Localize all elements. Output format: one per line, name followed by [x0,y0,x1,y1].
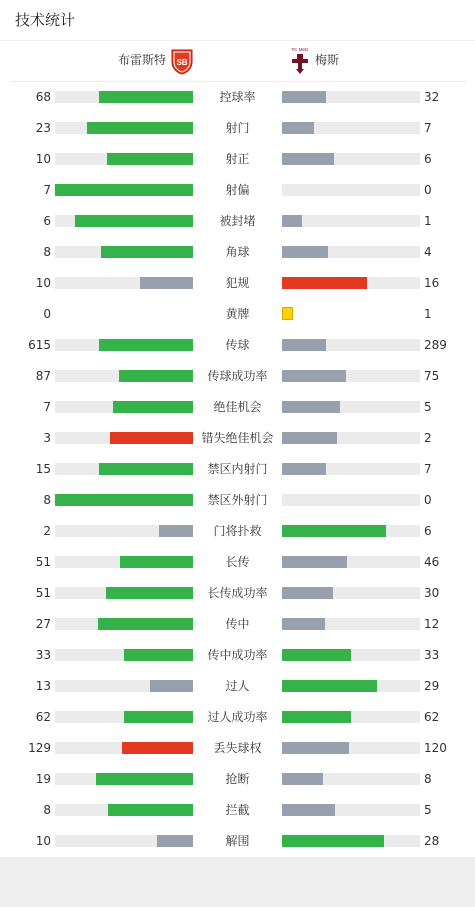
away-value: 62 [424,710,440,724]
home-bar-fill [119,370,193,382]
away-bar-fill [282,556,347,568]
home-bar-track [55,463,193,475]
away-value: 289 [424,338,447,352]
stat-label: 过人成功率 [207,710,268,724]
away-bar-fill [282,618,325,630]
stat-label: 射偏 [225,183,250,197]
stat-row [0,552,475,572]
stat-row [0,273,475,293]
away-value: 32 [424,90,440,104]
stat-label: 禁区外射门 [207,493,268,507]
away-value: 0 [424,183,432,197]
home-value: 8 [43,803,51,817]
away-value: 6 [424,152,432,166]
home-bar-fill [124,649,193,661]
away-bar-track [282,804,420,816]
home-value: 7 [43,183,51,197]
home-value: 13 [35,679,51,693]
home-bar-fill [101,246,193,258]
away-value: 2 [424,431,432,445]
away-bar-track [282,122,420,134]
stat-row [0,304,475,324]
away-value: 6 [424,524,432,538]
away-bar-fill [282,277,367,289]
away-value: 7 [424,121,432,135]
away-team-name: 梅斯 [315,53,340,67]
stat-row [0,397,475,417]
home-bar-track [55,122,193,134]
home-value: 51 [35,586,51,600]
stat-row [0,118,475,138]
away-bar-fill [282,122,314,134]
home-bar-track [55,835,193,847]
away-bar-track [282,711,420,723]
away-bar-track [282,494,420,506]
away-value: 120 [424,741,447,755]
stat-row [0,645,475,665]
home-value: 87 [35,369,51,383]
stat-label: 抢断 [225,772,250,786]
stat-row [0,521,475,541]
away-bar-track [282,184,420,196]
home-bar-track [55,773,193,785]
away-bar-fill [282,432,337,444]
home-value: 129 [28,741,51,755]
stat-row [0,769,475,789]
away-bar-track [282,742,420,754]
home-bar-fill [159,525,194,537]
home-value: 62 [35,710,51,724]
stat-row [0,366,475,386]
away-value: 8 [424,772,432,786]
home-bar-track [55,246,193,258]
home-bar-fill [122,742,193,754]
away-bar-fill [282,370,346,382]
away-bar-fill [282,773,323,785]
away-bar-fill [282,680,377,692]
away-bar-fill [282,463,326,475]
away-bar-fill [282,742,349,754]
stat-row [0,707,475,727]
stat-label: 射正 [225,152,250,166]
brest-crest-icon [170,48,194,75]
away-value: 46 [424,555,440,569]
away-bar-track [282,401,420,413]
home-bar-fill [87,122,193,134]
stat-label: 绝佳机会 [213,400,262,414]
home-value: 615 [28,338,51,352]
away-bar-fill [282,804,335,816]
away-bar-fill [282,835,384,847]
teams-divider [10,81,466,82]
home-value: 3 [43,431,51,445]
away-value: 1 [424,307,432,321]
stat-row [0,459,475,479]
stat-row [0,800,475,820]
stat-label: 被封堵 [219,214,256,228]
away-bar-track [282,649,420,661]
stat-label: 错失绝佳机会 [201,431,274,445]
home-bar-track [55,587,193,599]
away-bar-fill [282,339,326,351]
home-value: 8 [43,493,51,507]
home-bar-track [55,432,193,444]
home-bar-fill [75,215,193,227]
away-value: 30 [424,586,440,600]
stat-label: 控球率 [219,90,256,104]
home-bar-track [55,339,193,351]
stat-row [0,211,475,231]
home-bar-fill [140,277,193,289]
away-bar-track [282,153,420,165]
away-bar-track [282,246,420,258]
home-bar-fill [107,153,193,165]
home-bar-track [55,618,193,630]
stat-label: 角球 [225,245,250,259]
away-value: 5 [424,803,432,817]
away-bar-track [282,370,420,382]
away-bar-track [282,463,420,475]
yellow-card-icon [282,307,293,320]
home-bar-fill [110,432,193,444]
home-value: 2 [43,524,51,538]
away-value: 1 [424,214,432,228]
away-bar-fill [282,587,333,599]
stat-row [0,335,475,355]
stat-label: 过人 [225,679,250,693]
stat-row [0,242,475,262]
away-bar-track [282,680,420,692]
home-bar-fill [157,835,193,847]
home-bar-track [55,525,193,537]
page-title: 技术统计 [15,11,76,29]
home-bar-fill [99,339,193,351]
stat-label: 解围 [225,834,250,848]
home-bar-fill [55,494,193,506]
away-bar-track [282,277,420,289]
home-value: 10 [35,276,51,290]
home-value: 10 [35,152,51,166]
home-value: 7 [43,400,51,414]
stat-label: 禁区内射门 [207,462,268,476]
stat-label: 拦截 [225,803,250,817]
away-bar-track [282,215,420,227]
away-bar-fill [282,153,334,165]
home-team-name: 布雷斯特 [117,53,166,67]
home-bar-track [55,649,193,661]
home-bar-fill [55,184,193,196]
home-value: 19 [35,772,51,786]
home-bar-fill [98,618,193,630]
away-bar-fill [282,215,302,227]
home-bar-fill [108,804,193,816]
stat-row [0,490,475,510]
home-bar-track [55,370,193,382]
home-value: 0 [43,307,51,321]
stat-row [0,738,475,758]
away-value: 28 [424,834,440,848]
away-bar-fill [282,91,326,103]
stat-label: 传中成功率 [207,648,268,662]
away-bar-fill [282,246,328,258]
title-divider [0,40,475,41]
stat-row [0,149,475,169]
home-value: 68 [35,90,51,104]
stat-row [0,583,475,603]
home-value: 10 [35,834,51,848]
away-value: 5 [424,400,432,414]
home-bar-fill [120,556,193,568]
away-bar-track [282,835,420,847]
away-bar-fill [282,525,386,537]
away-value: 4 [424,245,432,259]
home-value: 33 [35,648,51,662]
stat-label: 门将扑救 [213,524,262,538]
stat-row [0,614,475,634]
home-bar-fill [124,711,193,723]
away-bar-track [282,618,420,630]
stat-label: 犯规 [225,276,250,290]
away-value: 16 [424,276,440,290]
stat-row [0,831,475,851]
away-value: 0 [424,493,432,507]
home-value: 23 [35,121,51,135]
away-bar-track [282,773,420,785]
stat-row [0,428,475,448]
away-value: 33 [424,648,440,662]
svg-text:FC Metz: FC Metz [291,47,309,52]
away-bar-fill [282,649,351,661]
stat-label: 长传成功率 [207,586,268,600]
stat-label: 传球成功率 [207,369,268,383]
home-bar-track [55,401,193,413]
home-bar-fill [99,463,193,475]
away-bar-track [282,91,420,103]
home-bar-fill [99,91,193,103]
home-value: 51 [35,555,51,569]
stat-label: 传球 [225,338,250,352]
stat-label: 黄牌 [225,307,250,321]
metz-crest-icon [288,46,312,76]
away-bar-fill [282,711,351,723]
home-bar-track [55,277,193,289]
away-bar-track [282,525,420,537]
home-bar-track [55,804,193,816]
stat-row [0,87,475,107]
home-bar-fill [113,401,193,413]
home-value: 6 [43,214,51,228]
home-bar-track [55,494,193,506]
stat-row [0,676,475,696]
stat-label: 长传 [225,555,250,569]
home-bar-fill [106,587,193,599]
away-bar-fill [282,401,340,413]
home-bar-fill [150,680,193,692]
home-bar-track [55,556,193,568]
home-bar-fill [96,773,193,785]
stat-label: 射门 [225,121,250,135]
away-value: 75 [424,369,440,383]
home-value: 27 [35,617,51,631]
home-bar-track [55,680,193,692]
home-bar-track [55,711,193,723]
away-value: 29 [424,679,440,693]
away-bar-track [282,432,420,444]
away-bar-track [282,556,420,568]
stat-label: 丢失球权 [213,741,262,755]
home-bar-track [55,184,193,196]
svg-text:SB: SB [176,58,188,67]
stat-row [0,180,475,200]
home-bar-track [55,742,193,754]
away-bar-track [282,587,420,599]
teams-header [10,44,466,80]
away-value: 7 [424,462,432,476]
stat-label: 传中 [225,617,250,631]
home-value: 8 [43,245,51,259]
home-value: 15 [35,462,51,476]
home-bar-track [55,153,193,165]
home-bar-track [55,215,193,227]
home-bar-track [55,91,193,103]
away-value: 12 [424,617,440,631]
away-bar-track [282,339,420,351]
